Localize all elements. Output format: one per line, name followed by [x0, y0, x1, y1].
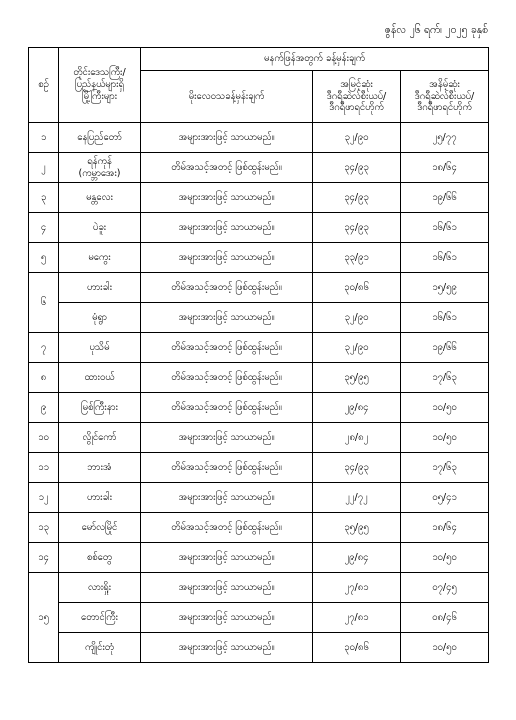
row-number: ၁၃	[29, 513, 59, 543]
city-name-line: ရန်ကုန်	[87, 155, 112, 167]
city-name	[59, 123, 141, 153]
row-number: ၄	[29, 213, 59, 243]
col-header-region-line: ပြည်နယ်များရှိ	[74, 79, 125, 91]
city-name-line: တောင်ကြီး	[81, 611, 118, 623]
city-name	[59, 633, 141, 663]
min-temperature: ၁၉/၆၆	[401, 333, 489, 363]
max-temperature: ၂၂/၇၂	[313, 483, 401, 513]
weather-forecast: အများအားဖြင့် သာယာမည်။	[141, 183, 313, 213]
header-row-top	[29, 48, 489, 71]
city-name-line: မြစ်ကြီးနား	[81, 401, 118, 413]
min-temperature: ၁၇/၆၃	[401, 363, 489, 393]
row-number: ၅	[29, 243, 59, 273]
max-temperature: ၃၃/၉၁	[313, 243, 401, 273]
city-name	[59, 573, 141, 603]
city-name	[59, 483, 141, 513]
min-temperature: ၁၈/၆၄	[401, 153, 489, 183]
table-row	[29, 243, 489, 273]
city-name-line: မော်လမြိုင်	[81, 521, 118, 533]
max-temperature: ၃၀/၈၆	[313, 633, 401, 663]
col-header-no: စဉ်	[29, 48, 59, 123]
row-number: ၁၂	[29, 483, 59, 513]
city-name	[59, 513, 141, 543]
city-name	[59, 183, 141, 213]
weather-forecast: အများအားဖြင့် သာယာမည်။	[141, 423, 313, 453]
table-row	[29, 213, 489, 243]
min-temperature: ၀၈/၄၆	[401, 603, 489, 633]
city-name-line: မုံရွာ	[92, 311, 107, 323]
min-temperature: ၀၇/၄၅	[401, 573, 489, 603]
min-temperature: ၂၅/၇၇	[401, 123, 489, 153]
city-name	[59, 603, 141, 633]
max-temperature: ၃၅/၉၅	[313, 363, 401, 393]
city-name	[59, 393, 141, 423]
weather-forecast: အများအားဖြင့် သာယာမည်။	[141, 213, 313, 243]
city-name	[59, 243, 141, 273]
city-name-line: ထားဝယ်	[84, 371, 115, 383]
min-temperature: ၁၇/၆၃	[401, 453, 489, 483]
weather-forecast: တိမ်အသင့်အတင့် ဖြစ်ထွန်းမည်။	[141, 153, 313, 183]
city-name-line: မန္တလေး	[86, 191, 113, 203]
col-header-max-temp	[313, 71, 401, 123]
weather-forecast: တိမ်အသင့်အတင့် ဖြစ်ထွန်းမည်။	[141, 333, 313, 363]
city-name	[59, 543, 141, 573]
city-name	[59, 153, 141, 183]
min-temperature: ၁၀/၅၀	[401, 423, 489, 453]
col-header-region-line: တိုင်းဒေသကြီး/	[73, 67, 126, 79]
weather-forecast: အများအားဖြင့် သာယာမည်။	[141, 573, 313, 603]
row-number: ၂	[29, 153, 59, 183]
weather-forecast: အများအားဖြင့် သာယာမည်။	[141, 483, 313, 513]
table-row	[29, 123, 489, 153]
col-header-max-line: အမြင့်ဆုံး	[340, 78, 373, 90]
table-row	[29, 153, 489, 183]
row-number: ၁၅	[29, 573, 59, 663]
table-row	[29, 603, 489, 633]
max-temperature: ၃၄/၉၃	[313, 153, 401, 183]
weather-forecast: အများအားဖြင့် သာယာမည်။	[141, 633, 313, 663]
col-header-region-line: မြို့ကြီးများ	[81, 90, 118, 102]
city-name	[59, 453, 141, 483]
max-temperature: ၃၄/၉၃	[313, 453, 401, 483]
weather-forecast: အများအားဖြင့် သာယာမည်။	[141, 123, 313, 153]
row-number: ၈	[29, 363, 59, 393]
city-name-line: လားရှိုး	[87, 581, 112, 593]
col-header-min-temp	[401, 71, 489, 123]
table-row	[29, 453, 489, 483]
table-row	[29, 273, 489, 303]
row-number: ၁၀	[29, 423, 59, 453]
table-row	[29, 573, 489, 603]
weather-forecast: တိမ်အသင့်အတင့် ဖြစ်ထွန်းမည်။	[141, 513, 313, 543]
city-name	[59, 213, 141, 243]
weather-forecast: အများအားဖြင့် သာယာမည်။	[141, 603, 313, 633]
max-temperature: ၃၄/၉၃	[313, 183, 401, 213]
weather-forecast: အများအားဖြင့် သာယာမည်။	[141, 243, 313, 273]
max-temperature: ၃၂/၉၀	[313, 333, 401, 363]
table-row	[29, 633, 489, 663]
col-header-min-line: ဒီဂရီဆဲလ်စီးယပ်/	[414, 90, 475, 102]
city-name	[59, 273, 141, 303]
city-name-line: မကွေး	[88, 251, 111, 263]
city-name	[59, 423, 141, 453]
city-name-line: ဟားခါး	[86, 281, 112, 293]
row-number: ၉	[29, 393, 59, 423]
forecast-table-body	[29, 123, 489, 663]
max-temperature: ၃၂/၉၀	[313, 303, 401, 333]
min-temperature: ၁၉/၆၆	[401, 183, 489, 213]
max-temperature: ၂၇/၈၁	[313, 603, 401, 633]
col-header-min-line: အနိမ့်ဆုံး	[429, 78, 460, 90]
weather-forecast: တိမ်အသင့်အတင့် ဖြစ်ထွန်းမည်။	[141, 273, 313, 303]
table-row	[29, 483, 489, 513]
max-temperature: ၂၉/၈၄	[313, 393, 401, 423]
city-name-line: စစ်တွေ	[86, 551, 113, 563]
table-row	[29, 423, 489, 453]
city-name-line: ဘားအံ	[87, 461, 112, 473]
city-name-line: ဟားခါး	[86, 491, 112, 503]
city-name-line: ပုသိမ်	[89, 341, 110, 353]
city-name	[59, 333, 141, 363]
min-temperature: ၁၀/၅၀	[401, 633, 489, 663]
min-temperature: ၁၅/၅၉	[401, 273, 489, 303]
weather-forecast: တိမ်အသင့်အတင့် ဖြစ်ထွန်းမည်။	[141, 453, 313, 483]
min-temperature: ၁၆/၆၁	[401, 243, 489, 273]
weather-forecast: အများအားဖြင့် သာယာမည်။	[141, 303, 313, 333]
col-header-max-line: ဒီဂရီဖာရင်ဟိုက်	[329, 102, 384, 114]
max-temperature: ၃၂/၉၀	[313, 123, 401, 153]
weather-forecast: တိမ်အသင့်အတင့် ဖြစ်ထွန်းမည်။	[141, 363, 313, 393]
city-name	[59, 363, 141, 393]
table-row	[29, 333, 489, 363]
min-temperature: ၁၆/၆၁	[401, 303, 489, 333]
col-header-min-line: ဒီဂရီဖာရင်ဟိုက်	[417, 102, 472, 114]
max-temperature: ၂၈/၈၂	[313, 423, 401, 453]
table-row	[29, 393, 489, 423]
weather-forecast: တိမ်အသင့်အတင့် ဖြစ်ထွန်းမည်။	[141, 393, 313, 423]
max-temperature: ၃၅/၉၅	[313, 513, 401, 543]
max-temperature: ၃၀/၈၆	[313, 273, 401, 303]
city-name	[59, 303, 141, 333]
table-row	[29, 543, 489, 573]
report-date: ဇွန်လ ၂၆ ရက်၊ ၂၀၂၅ ခုနှစ်	[384, 24, 488, 36]
min-temperature: ၁၀/၅၀	[401, 543, 489, 573]
col-header-weather: မိုးလေဝသခန့်မှန်းချက်	[141, 71, 313, 123]
max-temperature: ၂၇/၈၁	[313, 573, 401, 603]
table-row	[29, 363, 489, 393]
table-row	[29, 513, 489, 543]
min-temperature: ၀၅/၄၁	[401, 483, 489, 513]
table-row	[29, 303, 489, 333]
weather-forecast: အများအားဖြင့် သာယာမည်။	[141, 543, 313, 573]
min-temperature: ၁၀/၅၀	[401, 393, 489, 423]
city-name-line: လွိုင်ကော်	[82, 431, 117, 443]
max-temperature: ၂၉/၈၄	[313, 543, 401, 573]
table-row	[29, 183, 489, 213]
row-number: ၇	[29, 333, 59, 363]
row-number: ၆	[29, 273, 59, 333]
city-name-line: နေပြည်တော်	[77, 131, 122, 143]
row-number: ၁	[29, 123, 59, 153]
max-temperature: ၃၄/၉၃	[313, 213, 401, 243]
city-name-line: ကျိုင်းတုံ	[84, 641, 115, 653]
col-header-forecast-group: မနက်ဖြန်အတွက် ခန့်မှန်းချက်	[141, 48, 489, 71]
city-name-line: ပဲခူး	[92, 221, 107, 233]
weather-forecast-table	[28, 47, 489, 663]
min-temperature: ၁၆/၆၁	[401, 213, 489, 243]
city-name-line: (ကမ္ဘာအေး)	[78, 167, 121, 179]
col-header-max-line: ဒီဂရီဆဲလ်စီးယပ်/	[326, 90, 387, 102]
row-number: ၁၁	[29, 453, 59, 483]
col-header-region	[59, 48, 141, 123]
row-number: ၁၄	[29, 543, 59, 573]
row-number: ၃	[29, 183, 59, 213]
min-temperature: ၁၈/၆၄	[401, 513, 489, 543]
